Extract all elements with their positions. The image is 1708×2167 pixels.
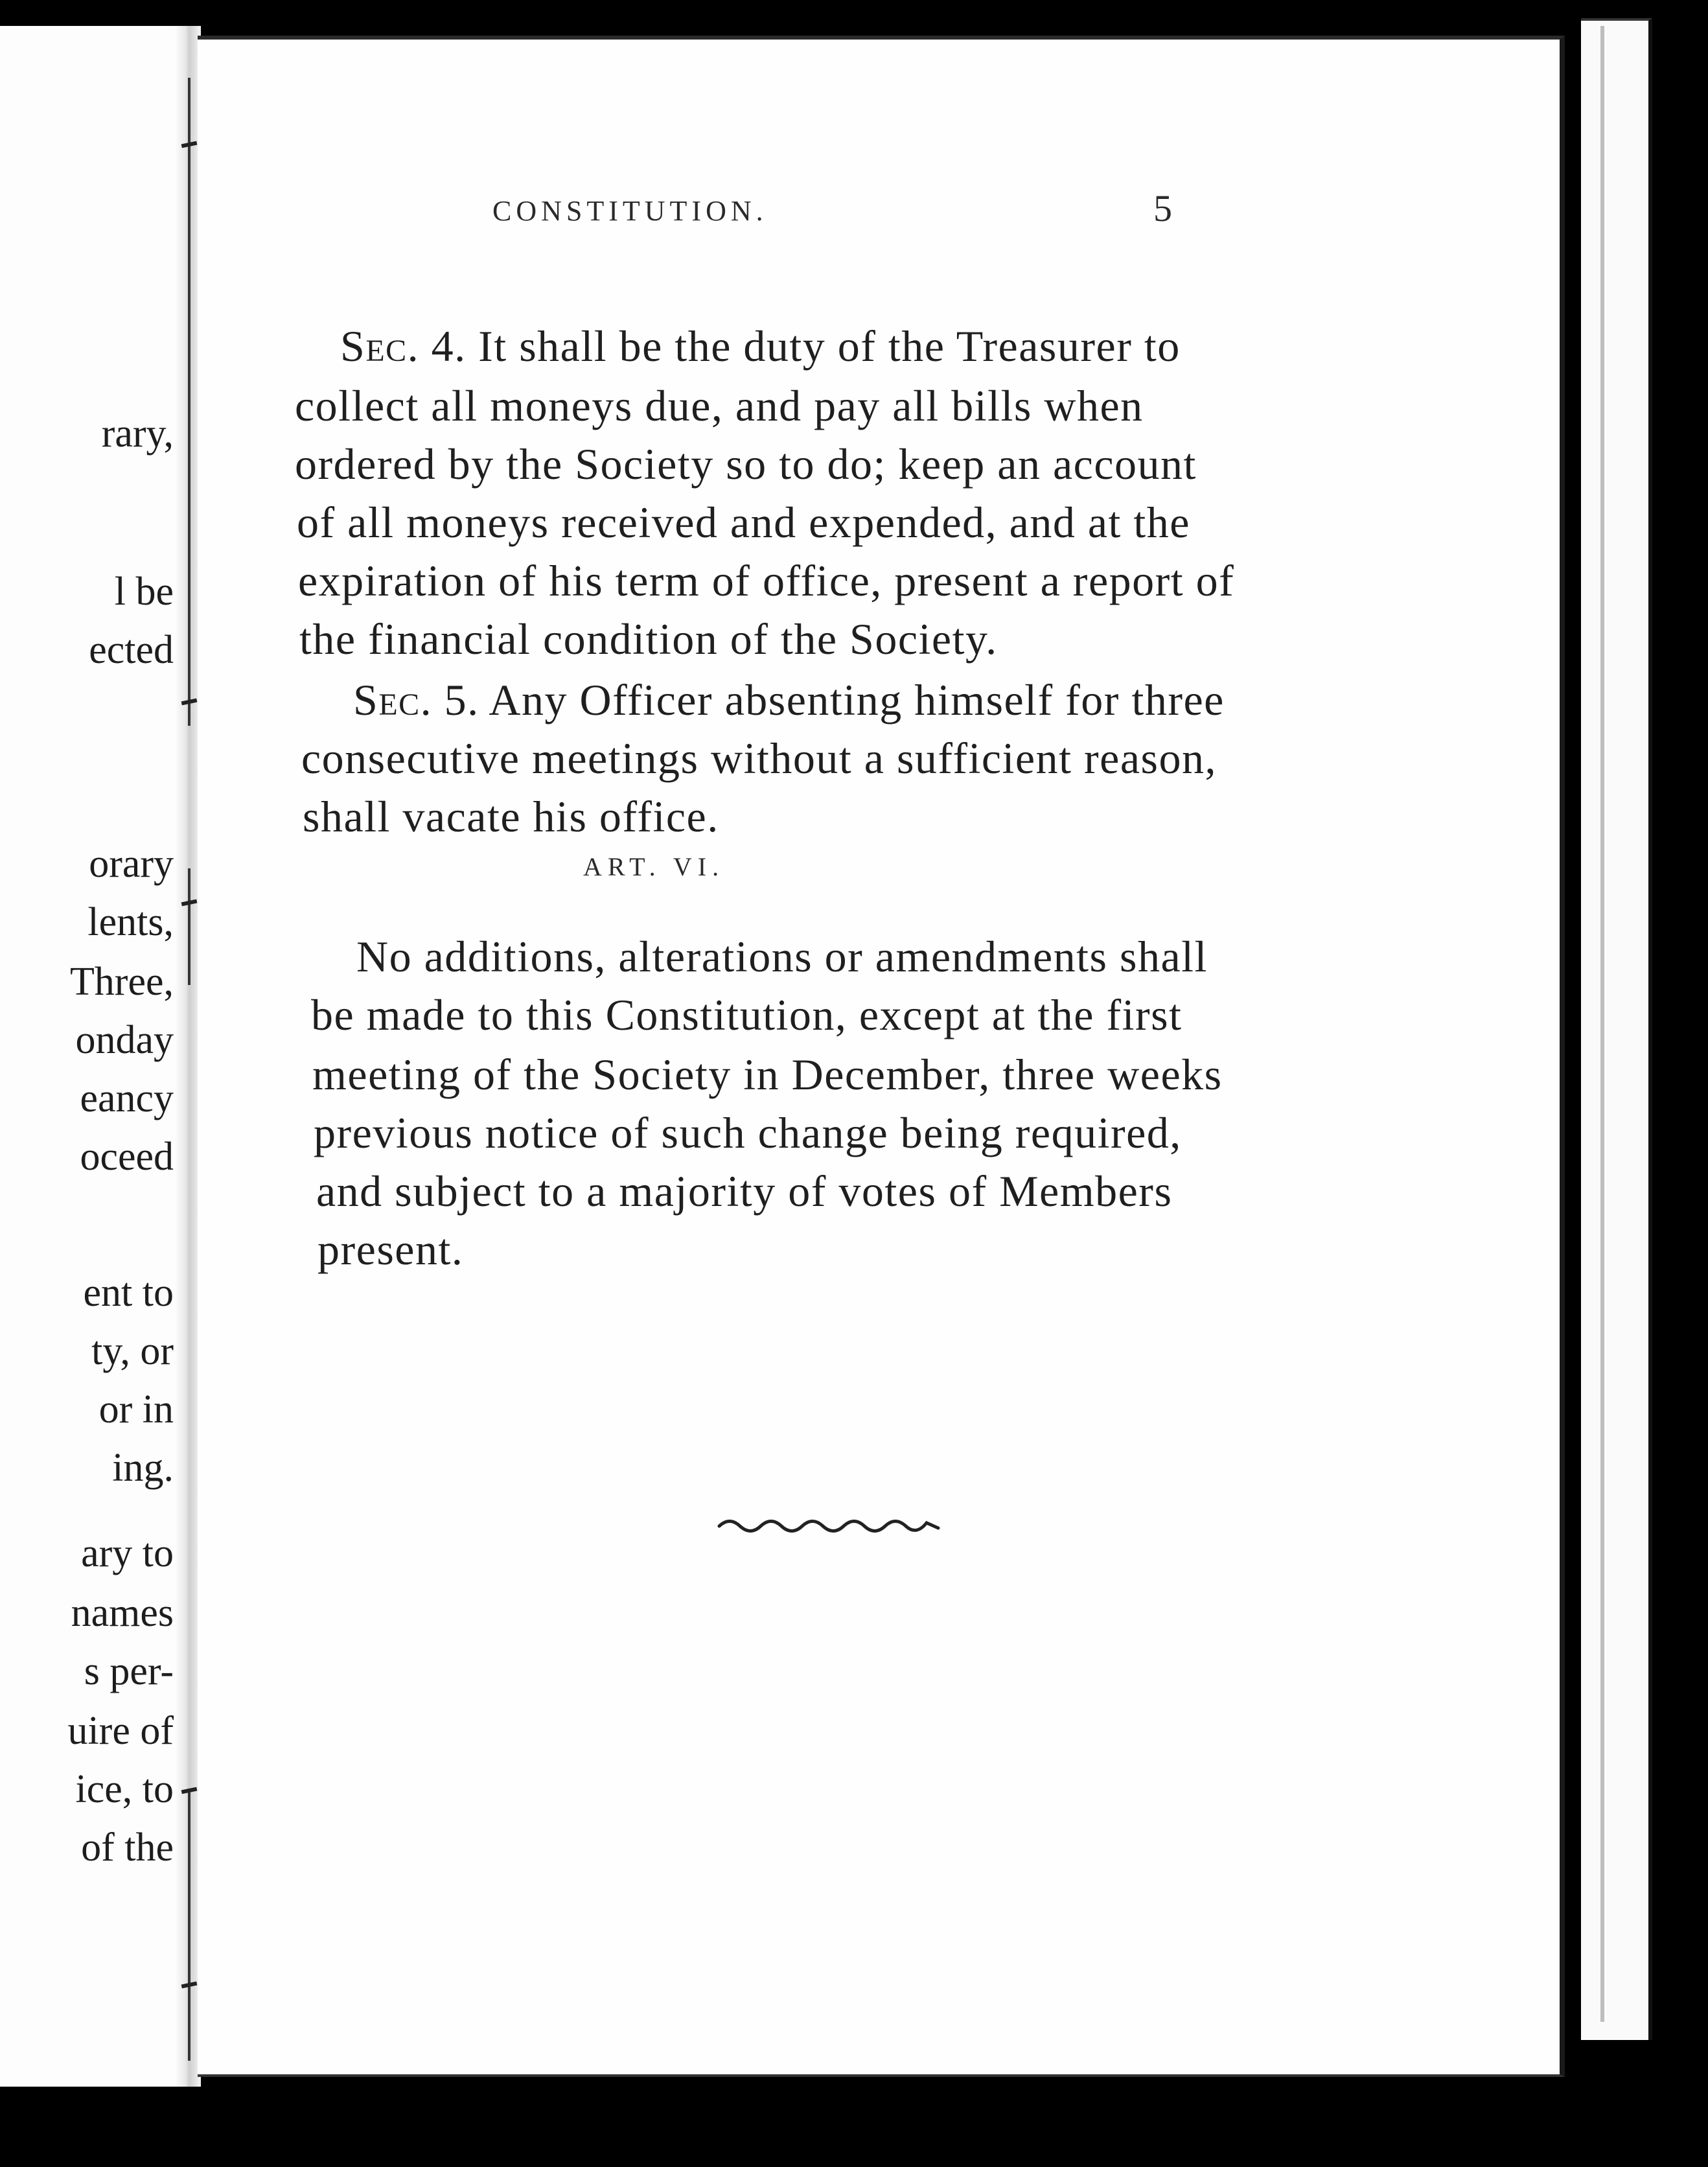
wavy-rule-ornament [518,1497,1076,1536]
left-page-fragment: names [71,1591,174,1635]
binding-thread [188,1789,190,2061]
section-5-line: shall vacate his office. [303,792,719,841]
article-6-line: meeting of the Society in December, three weeks [312,1050,1223,1099]
left-page-fragment: ary to [81,1531,174,1575]
article-heading: ART. VI. [583,852,725,881]
article-6-line: previous notice of such change being required, [314,1108,1182,1157]
section-4-line: ordered by the Society so to do; keep an account [295,439,1197,489]
article-6-line: be made to this Constitution, except at the first [311,990,1183,1039]
section-4-label: Sec. 4. [340,321,467,371]
section-4-line [340,321,1181,371]
left-page-fragment: lents, [87,900,174,944]
left-page-fragment: ected [89,628,174,672]
left-page-fragment: l be [114,570,174,614]
page-stack-edge [1581,18,1652,2040]
left-page-fragment: ice, to [75,1767,174,1811]
page-edge-shadow [1600,26,1604,2022]
section-4-text: It shall be the duty of the Treasurer to [466,321,1181,371]
article-6-line: No additions, alterations or amendments shall [356,932,1208,981]
left-page-fragment: ing. [112,1446,174,1490]
left-page-fragment: s per- [84,1649,174,1693]
left-page-fragment: ent to [83,1271,174,1315]
left-page-fragment: or in [98,1387,174,1431]
left-page-fragment: uire of [67,1709,174,1753]
left-page-fragment: oceed [80,1135,174,1179]
left-page-fragment: of the [81,1825,174,1870]
section-5-line [353,675,1225,724]
left-page-fragment: orary [89,842,174,886]
left-page-fragment: rary, [101,411,174,456]
section-4-line: collect all moneys due, and pay all bills when [295,381,1144,430]
section-4-line: of all moneys received and expended, and at the [297,498,1190,547]
section-5-label: Sec. 5. [353,675,479,724]
left-page-fragment: Three, [69,960,174,1004]
left-page-fragment: onday [75,1018,174,1062]
binding-thread [188,868,190,985]
left-facing-page [0,26,194,2087]
section-5-text: Any Officer absenting himself for three [479,675,1225,724]
section-5-line: consecutive meetings without a sufficient reason, [301,734,1217,783]
binding-thread [188,78,190,726]
left-page-fragment: eancy [80,1076,174,1120]
left-page-fragment: ty, or [91,1329,174,1373]
section-4-line: expiration of his term of office, present a report of [298,556,1235,605]
running-header: CONSTITUTION. [492,195,768,227]
article-6-line: and subject to a majority of votes of Members [316,1166,1173,1216]
page-number: 5 [1153,187,1172,229]
section-4-line: the financial condition of the Society. [299,614,998,664]
article-6-line: present. [317,1225,464,1274]
